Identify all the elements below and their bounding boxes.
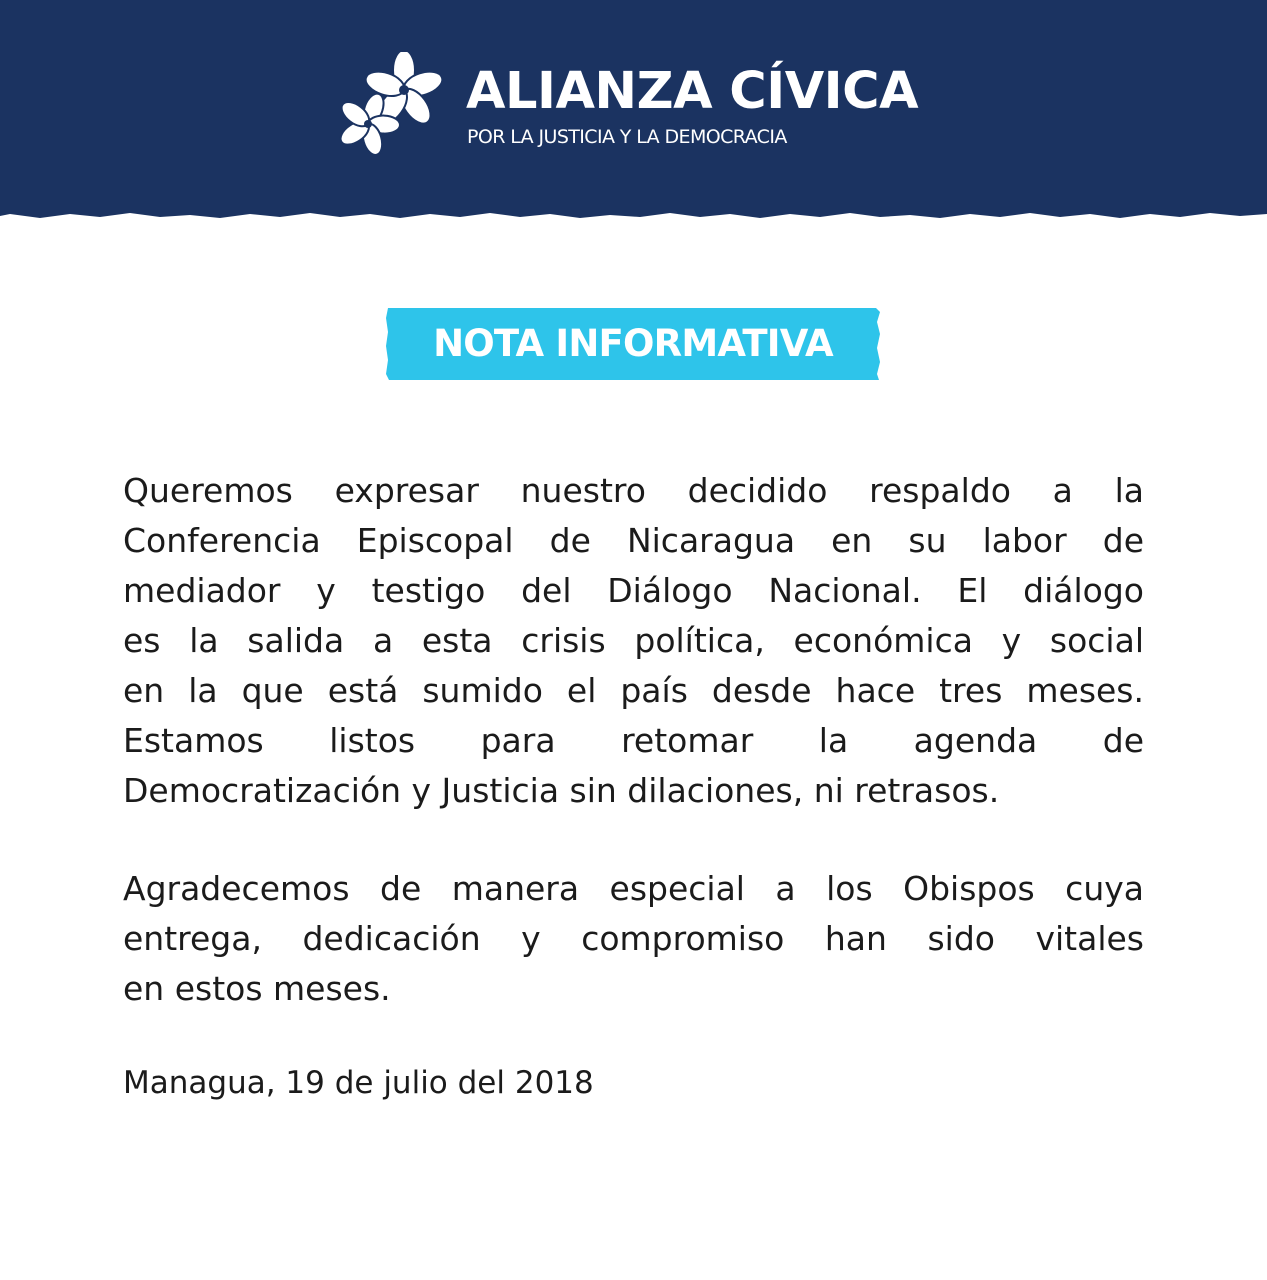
brand-subtitle: POR LA JUSTICIA Y LA DEMOCRACIA xyxy=(467,126,787,148)
paragraph-line: mediador y testigo del Diálogo Nacional. El diálogo xyxy=(123,571,1144,610)
paragraph-support-statement xyxy=(123,466,1144,816)
paragraph-line: Conferencia Episcopal de Nicaragua en su labor de xyxy=(123,521,1144,560)
paragraph-line: en la que está sumido el país desde hace tres meses. xyxy=(123,671,1144,710)
nota-informativa-badge xyxy=(386,308,880,380)
paragraph-line: es la salida a esta crisis política, económica y social xyxy=(123,621,1144,660)
place-and-date: Managua, 19 de julio del 2018 xyxy=(123,1065,594,1101)
paragraph-line: Estamos listos para retomar la agenda de xyxy=(123,721,1144,760)
header-banner xyxy=(0,0,1267,222)
paragraph-line: Queremos expresar nuestro decidido respaldo a la xyxy=(123,471,1144,510)
paragraph-line: Agradecemos de manera especial a los Obispos cuya xyxy=(123,869,1144,908)
plumeria-flower-icon xyxy=(334,52,450,160)
badge-label: NOTA INFORMATIVA xyxy=(433,322,833,365)
paragraph-thanks-statement xyxy=(123,864,1144,1014)
paragraph-line: en estos meses. xyxy=(123,969,391,1008)
brand-title: ALIANZA CÍVICA xyxy=(466,62,919,121)
paragraph-line: entrega, dedicación y compromiso han sido vitales xyxy=(123,919,1144,958)
paragraph-line: Democratización y Justicia sin dilaciones, ni retrasos. xyxy=(123,771,1000,810)
